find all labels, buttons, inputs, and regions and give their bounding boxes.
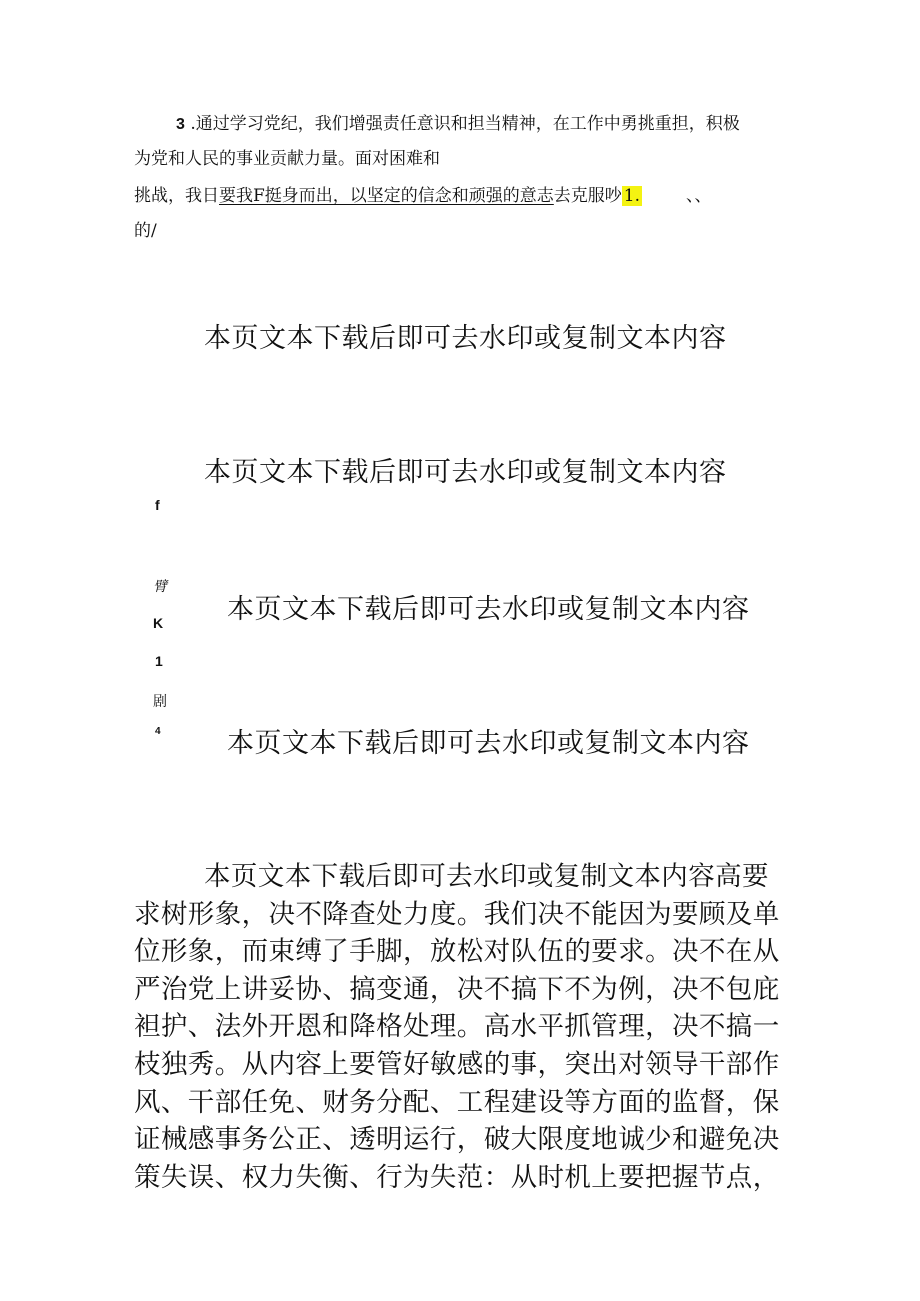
paragraph-3-line-1 — [176, 113, 740, 136]
margin-mark: 1 — [155, 653, 163, 669]
body-line: 本页文本下载后即可去水印或复制文本内容高要 — [204, 861, 769, 892]
paragraph-3-line-2: 为党和人民的事业贡献力量。面对困难和 — [134, 149, 440, 169]
body-line: 风、干部任免、财务分配、工程建设等方面的监督，保 — [134, 1086, 780, 1118]
body-line: 严治党上讲妥协、搞变通，决不搞下不为例，决不包庇 — [134, 973, 780, 1005]
body-line: 枝独秀。从内容上要管好敏感的事，突出对领导干部作 — [134, 1048, 780, 1080]
body-line: 策失误、权力失衡、行为失范：从时机上要把握节点， — [134, 1161, 780, 1193]
highlighted-text: 1. — [623, 186, 641, 206]
margin-mark: f — [155, 497, 160, 513]
watermark-line-3: 本页文本下载后即可去水印或复制文本内容 — [227, 594, 750, 625]
body-paragraph — [134, 858, 814, 1196]
watermark-line-4: 本页文本下载后即可去水印或复制文本内容 — [227, 728, 750, 759]
list-number: 3 — [176, 116, 185, 133]
watermark-line-2: 本页文本下载后即可去水印或复制文本内容 — [204, 457, 727, 488]
margin-mark: 4 — [155, 726, 161, 737]
body-line: 位形象，而束缚了手脚，放松对队伍的要求。决不在从 — [134, 936, 780, 968]
underlined-text: 要我F挺身而出，以坚定的信念和顽强的意志 — [219, 186, 554, 206]
text-segment: 挑战，我日 — [134, 186, 219, 206]
paragraph-text: .通过学习党纪，我们增强责任意识和担当精神，在工作中勇挑重担，积极 — [190, 114, 740, 134]
text-segment: 、、 — [686, 186, 712, 206]
text-segment: 去克服吵 — [553, 186, 622, 206]
margin-mark: 臂 — [153, 579, 167, 595]
margin-mark: K — [153, 615, 164, 631]
paragraph-3-line-3 — [134, 185, 712, 207]
watermark-line-1: 本页文本下载后即可去水印或复制文本内容 — [204, 323, 727, 354]
body-line: 求树形象，决不降查处力度。我们决不能因为要顾及单 — [134, 898, 780, 930]
paragraph-3-line-4: 的/ — [134, 221, 157, 241]
margin-mark: 剧 — [153, 694, 167, 710]
body-line: 证械感事务公正、透明运行，破大限度地诚少和避免决 — [134, 1124, 780, 1156]
body-line: 袒护、法外开恩和降格处理。高水平抓管理，决不搞一 — [134, 1011, 780, 1043]
